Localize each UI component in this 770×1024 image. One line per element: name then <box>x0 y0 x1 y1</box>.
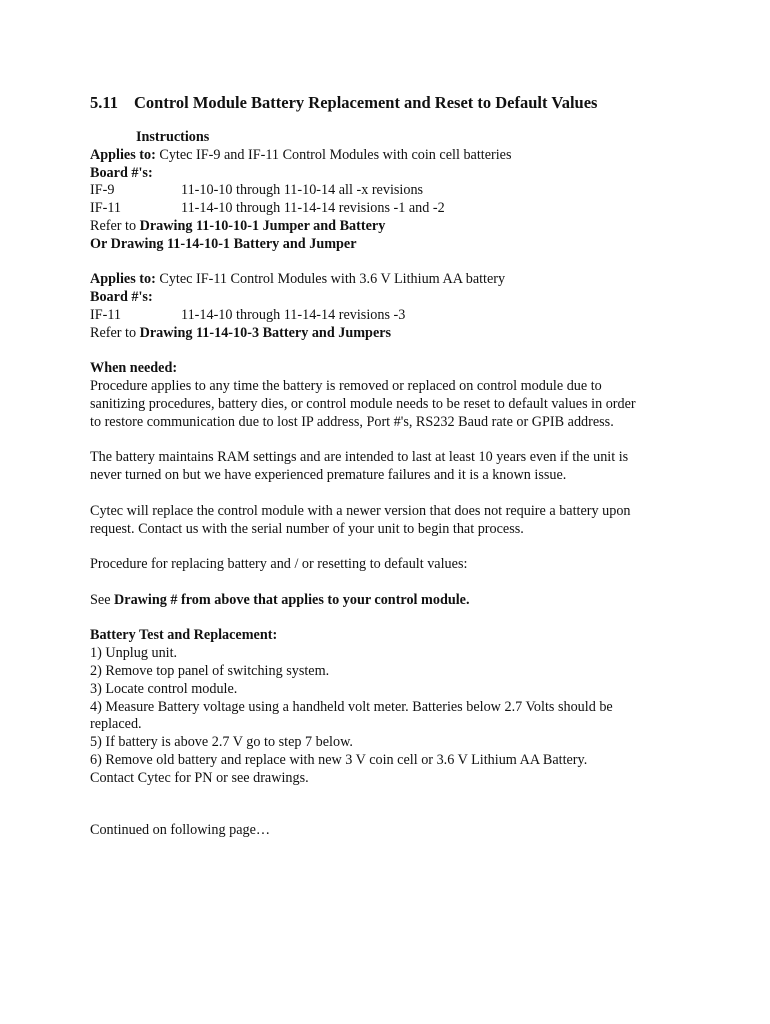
applies-to-line-2 <box>90 271 690 289</box>
applies-label: Applies to: <box>90 146 156 163</box>
battery-test-label: Battery Test and Replacement: <box>90 627 278 644</box>
document-page <box>90 93 690 840</box>
replace-paragraph-line: request. Contact us with the serial number of your unit to begin that process. <box>90 520 524 537</box>
applies-text: Cytec IF-11 Control Modules with 3.6 V Lithium AA battery <box>159 271 506 288</box>
board-row <box>90 200 690 218</box>
board-row <box>90 182 690 200</box>
applies-label: Applies to: <box>90 271 156 288</box>
board-range: 11-10-10 through 11-10-14 all -x revisions <box>181 182 424 199</box>
battery-paragraph-line: never turned on but we have experienced premature failures and it is a known issue. <box>90 467 567 484</box>
step-line: 2) Remove top panel of switching system. <box>90 662 330 679</box>
refer-drawing: Drawing 11-10-10-1 Jumper and Battery <box>139 217 386 234</box>
step-line: 5) If battery is above 2.7 V go to step 7 below. <box>90 734 353 751</box>
board-model: IF-11 <box>90 200 122 217</box>
board-range: 11-14-10 through 11-14-14 revisions -1 and -2 <box>181 200 445 217</box>
instructions-label: Instructions <box>136 129 210 145</box>
boards-label: Board #'s: <box>90 289 153 306</box>
refer-prefix: Refer to <box>90 217 140 234</box>
refer-line-1 <box>90 218 690 236</box>
when-needed-line: sanitizing procedures, battery dies, or control module needs to be reset to default values in order <box>90 395 636 412</box>
when-needed-line: to restore communication due to lost IP address, Port #'s, RS232 Baud rate or GPIB address. <box>90 413 614 430</box>
section-number: 5.11 <box>90 93 118 112</box>
see-bold: Drawing # from above that applies to your control module. <box>114 591 470 608</box>
board-model: IF-9 <box>90 182 115 199</box>
refer-prefix: Refer to <box>90 324 140 341</box>
section-title: Control Module Battery Replacement and Reset to Default Values <box>134 93 598 112</box>
step-line: replaced. <box>90 716 142 733</box>
procedure-intro: Procedure for replacing battery and / or resetting to default values: <box>90 556 468 573</box>
continued-note: Continued on following page… <box>90 822 271 839</box>
when-needed-line: Procedure applies to any time the battery is removed or replaced on control module due to <box>90 378 602 395</box>
see-drawing-line <box>90 592 690 610</box>
when-needed-label: When needed: <box>90 360 178 377</box>
battery-paragraph-line: The battery maintains RAM settings and are intended to last at least 10 years even if the unit is <box>90 449 629 466</box>
see-prefix: See <box>90 591 115 608</box>
applies-text: Cytec IF-9 and IF-11 Control Modules with coin cell batteries <box>159 146 512 163</box>
step-line: 1) Unplug unit. <box>90 645 178 662</box>
board-model: IF-11 <box>90 306 122 323</box>
section-heading <box>90 93 690 113</box>
board-range: 11-14-10 through 11-14-14 revisions -3 <box>181 306 406 323</box>
refer-drawing: Drawing 11-14-10-3 Battery and Jumpers <box>139 324 392 341</box>
step-line: Contact Cytec for PN or see drawings. <box>90 769 309 786</box>
step-line: 3) Locate control module. <box>90 680 238 697</box>
step-line: 4) Measure Battery voltage using a handheld volt meter. Batteries below 2.7 Volts should be <box>90 698 613 715</box>
refer-line-2 <box>90 325 690 343</box>
applies-to-line-1 <box>90 147 690 165</box>
replace-paragraph-line: Cytec will replace the control module with a newer version that does not require a battery upon <box>90 502 631 519</box>
step-line: 6) Remove old battery and replace with new 3 V coin cell or 3.6 V Lithium AA Battery. <box>90 751 588 768</box>
or-drawing-line: Or Drawing 11-14-10-1 Battery and Jumper <box>90 235 357 252</box>
board-row <box>90 307 690 325</box>
boards-label: Board #'s: <box>90 164 153 181</box>
